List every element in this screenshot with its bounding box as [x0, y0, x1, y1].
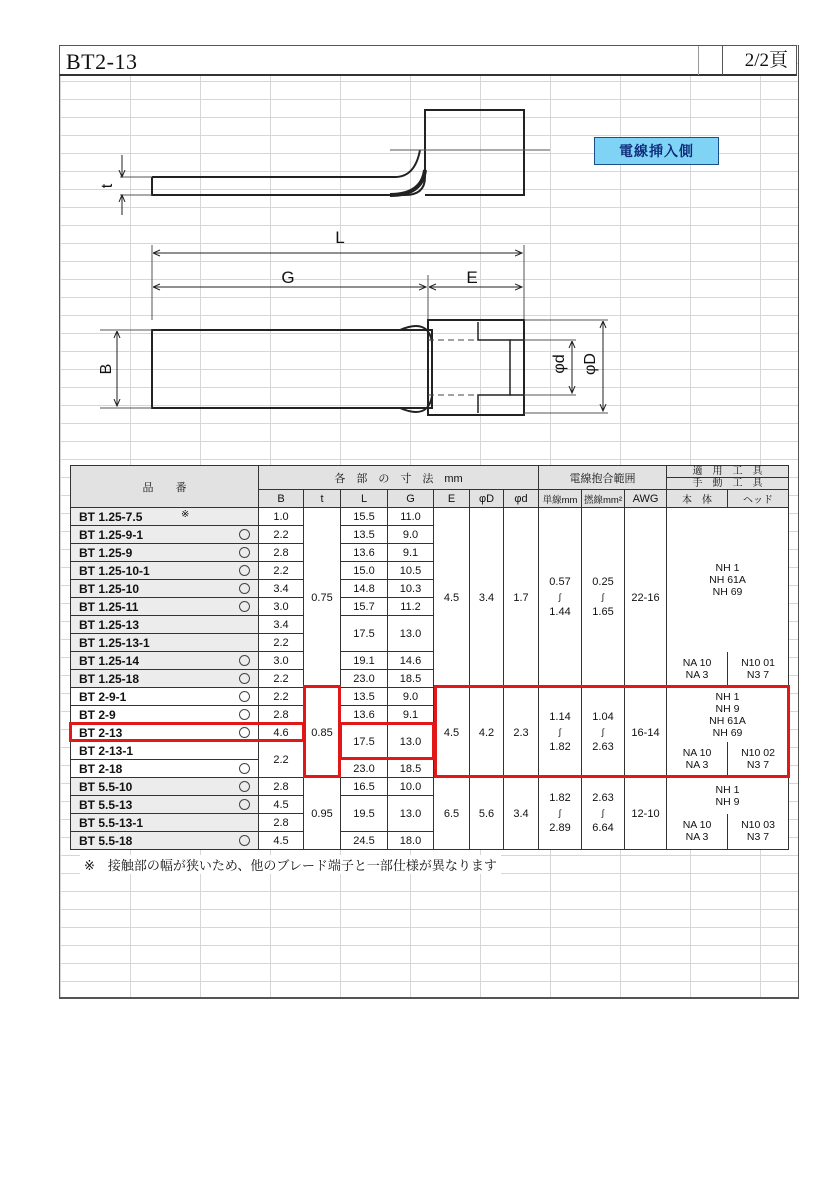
range-sep: ∫ [601, 592, 605, 602]
part-number: BT 1.25-18 [79, 671, 140, 686]
cell-tools [667, 778, 789, 814]
range-sep: ∫ [558, 808, 562, 818]
part-number: BT 1.25-9 [79, 545, 133, 560]
range-sep: ∫ [601, 808, 605, 818]
stranded-max: 1.65 [592, 606, 614, 618]
header-tools-mid: 手 動 工 具 [692, 478, 763, 489]
cell-head-tools [728, 814, 789, 850]
body-tool: NA 10 [682, 747, 712, 760]
header-stranded: 撚線mm² [582, 490, 625, 508]
part-number: BT 1.25-10-1 [79, 563, 150, 578]
tool-item: NH 1 [715, 690, 740, 703]
tool-item: NH 9 [715, 795, 740, 808]
top-view [152, 320, 524, 415]
cell-body-tools [667, 814, 728, 850]
cell-head-tools [728, 652, 789, 688]
footnote: ※ 接触部の幅が狭いため、他のブレード端子と一部仕様が異なります [80, 855, 501, 874]
cell-B: 3.4 [259, 616, 304, 634]
cell-t: 0.85 [304, 688, 341, 778]
cell-tools [667, 688, 789, 742]
dim-label-G: G [281, 268, 295, 287]
cell-L: 14.8 [341, 580, 388, 598]
cell-B: 4.5 [259, 796, 304, 814]
table-row [71, 508, 789, 526]
body-tool: NA 3 [685, 669, 709, 682]
cell-B: 4.6 [259, 724, 304, 742]
cell-G: 11.2 [388, 598, 434, 616]
single-max: 1.82 [549, 741, 571, 753]
head-tool: N3 7 [746, 759, 770, 772]
cell-B: 2.8 [259, 706, 304, 724]
part-number: BT 2-13-1 [79, 743, 134, 758]
table-row [71, 688, 789, 706]
part-number: BT 2-18 [79, 761, 123, 776]
cell-single-range [539, 508, 582, 688]
dim-label-L: L [335, 228, 345, 247]
part-number: BT 2-13 [79, 725, 123, 740]
header-dims: 各 部 の 寸 法 mm [259, 466, 539, 490]
cell-phiD: 5.6 [470, 778, 504, 850]
part-number: BT 1.25-11 [79, 599, 139, 614]
cell-L: 13.5 [341, 526, 388, 544]
part-number: BT 1.25-13-1 [79, 635, 150, 650]
cell-awg: 16-14 [625, 688, 667, 778]
cell-G: 14.6 [388, 652, 434, 670]
cell-single-range [539, 778, 582, 850]
cell-B: 3.4 [259, 580, 304, 598]
cell-B: 4.5 [259, 832, 304, 850]
tool-item: NH 69 [712, 726, 743, 739]
cell-B: 2.2 [259, 634, 304, 652]
cell-G: 18.5 [388, 760, 434, 778]
cell-L: 15.0 [341, 562, 388, 580]
single-min: 1.82 [549, 792, 571, 804]
cell-L: 16.5 [341, 778, 388, 796]
circle-icon [239, 601, 250, 612]
cell-B: 2.2 [259, 526, 304, 544]
cell-G: 18.5 [388, 670, 434, 688]
header-B: B [259, 490, 304, 508]
circle-icon [239, 529, 250, 540]
range-sep: ∫ [558, 727, 562, 737]
cell-t: 0.95 [304, 778, 341, 850]
part-number: BT 5.5-13-1 [79, 815, 144, 830]
header-tools-top: 適 用 工 具 [667, 466, 788, 478]
cell-head-tools [728, 742, 789, 778]
cell-B: 2.2 [259, 742, 304, 778]
part-number: BT 2-9-1 [79, 689, 127, 704]
cell-L: 13.6 [341, 544, 388, 562]
cell-B: 2.8 [259, 544, 304, 562]
header-phiD: φD [470, 490, 504, 508]
header-range: 電線抱合範囲 [539, 466, 667, 490]
stranded-min: 1.04 [592, 711, 614, 723]
circle-icon [239, 727, 250, 738]
cell-E: 4.5 [434, 688, 470, 778]
circle-icon [239, 655, 250, 666]
head-tool: N3 7 [746, 669, 770, 682]
part-number: BT 5.5-13 [79, 797, 133, 812]
dim-label-B: B [98, 363, 115, 375]
circle-icon [239, 763, 250, 774]
cell-t: 0.75 [304, 508, 341, 688]
dim-label-phi-d: φd [551, 354, 568, 374]
cell-L: 23.0 [341, 760, 388, 778]
cell-B: 2.8 [259, 778, 304, 796]
circle-icon [239, 709, 250, 720]
cell-L: 17.5 [341, 724, 388, 760]
tool-item: NH 61A [709, 714, 746, 727]
cell-L: 19.5 [341, 796, 388, 832]
cell-L: 15.5 [341, 508, 388, 526]
cell-G: 13.0 [388, 796, 434, 832]
cell-L: 15.7 [341, 598, 388, 616]
cell-phid: 2.3 [504, 688, 539, 778]
head-tool: N10 02 [741, 747, 775, 760]
cell-G: 9.1 [388, 544, 434, 562]
circle-icon [239, 691, 250, 702]
cell-G: 9.0 [388, 526, 434, 544]
header-part: 品 番 [71, 466, 259, 508]
cell-L: 17.5 [341, 616, 388, 652]
head-tool: N10 03 [741, 819, 775, 832]
cell-E: 4.5 [434, 508, 470, 688]
cell-G: 9.0 [388, 688, 434, 706]
circle-icon [239, 673, 250, 684]
header-phid: φd [504, 490, 539, 508]
stranded-max: 2.63 [592, 741, 614, 753]
cell-G: 13.0 [388, 616, 434, 652]
cell-awg: 22-16 [625, 508, 667, 688]
stranded-min: 0.25 [592, 576, 614, 588]
circle-icon [239, 565, 250, 576]
circle-icon [239, 583, 250, 594]
cell-L: 23.0 [341, 670, 388, 688]
part-number: BT 1.25-7.5 [79, 509, 143, 524]
page-title: BT2-13 [66, 49, 138, 74]
body-tool: NA 3 [685, 759, 709, 772]
note-mark: ※ [181, 509, 190, 520]
body-tool: NA 10 [682, 819, 712, 832]
single-min: 1.14 [549, 711, 571, 723]
title-separator [698, 46, 699, 75]
cell-G: 18.0 [388, 832, 434, 850]
dim-label-phi-D: φD [582, 353, 599, 375]
cell-G: 10.3 [388, 580, 434, 598]
wire-insertion-side-label: 電線挿入側 [594, 137, 719, 165]
title-bar [59, 45, 797, 76]
cell-L: 13.6 [341, 706, 388, 724]
part-number: BT 5.5-18 [79, 833, 133, 848]
part-number: BT 2-9 [79, 707, 116, 722]
cell-phiD: 4.2 [470, 688, 504, 778]
single-min: 0.57 [549, 576, 571, 588]
table-row [71, 778, 789, 796]
table-row [71, 652, 789, 670]
cell-stranded-range [582, 778, 625, 850]
part-number: BT 1.25-13 [79, 617, 140, 632]
cell-G: 9.1 [388, 706, 434, 724]
cell-L: 19.1 [341, 652, 388, 670]
tool-item: NH 61A [709, 573, 746, 586]
cell-single-range [539, 688, 582, 778]
tool-item: NH 69 [712, 585, 743, 598]
tool-item: NH 9 [715, 702, 740, 715]
header-body: 本 体 [667, 490, 728, 508]
cell-stranded-range [582, 508, 625, 688]
cell-E: 6.5 [434, 778, 470, 850]
part-number: BT 1.25-9-1 [79, 527, 144, 542]
cell-G: 10.0 [388, 778, 434, 796]
part-number: BT 5.5-10 [79, 779, 133, 794]
cell-stranded-range [582, 688, 625, 778]
page-number: 2/2頁 [722, 46, 796, 75]
cell-B: 3.0 [259, 598, 304, 616]
cell-awg: 12-10 [625, 778, 667, 850]
cell-tools [667, 508, 789, 652]
head-tool: N3 7 [746, 831, 770, 844]
cell-B: 2.2 [259, 688, 304, 706]
spec-table [70, 465, 789, 850]
header-t: t [304, 490, 341, 508]
cell-G: 13.0 [388, 724, 434, 760]
cell-B: 2.8 [259, 814, 304, 832]
cell-B: 2.2 [259, 562, 304, 580]
dim-label-E: E [466, 268, 478, 287]
header-G: G [388, 490, 434, 508]
range-sep: ∫ [601, 727, 605, 737]
cell-phid: 1.7 [504, 508, 539, 688]
circle-icon [239, 781, 250, 792]
tool-item: NH 1 [715, 783, 740, 796]
cell-L: 24.5 [341, 832, 388, 850]
dim-label-t: t [99, 183, 116, 189]
circle-icon [239, 547, 250, 558]
range-sep: ∫ [558, 592, 562, 602]
part-number: BT 1.25-14 [79, 653, 140, 668]
cell-phiD: 3.4 [470, 508, 504, 688]
header-L: L [341, 490, 388, 508]
body-tool: NA 3 [685, 831, 709, 844]
tool-item: NH 1 [715, 561, 740, 574]
cell-B: 2.2 [259, 670, 304, 688]
header-awg: AWG [625, 490, 667, 508]
stranded-max: 6.64 [592, 822, 614, 834]
single-max: 2.89 [549, 822, 571, 834]
header-E: E [434, 490, 470, 508]
cell-body-tools [667, 652, 728, 688]
circle-icon [239, 835, 250, 846]
cell-G: 10.5 [388, 562, 434, 580]
header-tools [667, 466, 789, 490]
header-head: ヘッド [728, 490, 789, 508]
side-view [152, 110, 524, 195]
cell-B: 3.0 [259, 652, 304, 670]
head-tool: N10 01 [741, 657, 775, 670]
single-max: 1.44 [549, 606, 571, 618]
stranded-min: 2.63 [592, 792, 614, 804]
cell-L: 13.5 [341, 688, 388, 706]
cell-body-tools [667, 742, 728, 778]
header-single: 単線mm [539, 490, 582, 508]
part-number: BT 1.25-10 [79, 581, 140, 596]
body-tool: NA 10 [682, 657, 712, 670]
cell-G: 11.0 [388, 508, 434, 526]
cell-phid: 3.4 [504, 778, 539, 850]
cell-B: 1.0 [259, 508, 304, 526]
circle-icon [239, 799, 250, 810]
